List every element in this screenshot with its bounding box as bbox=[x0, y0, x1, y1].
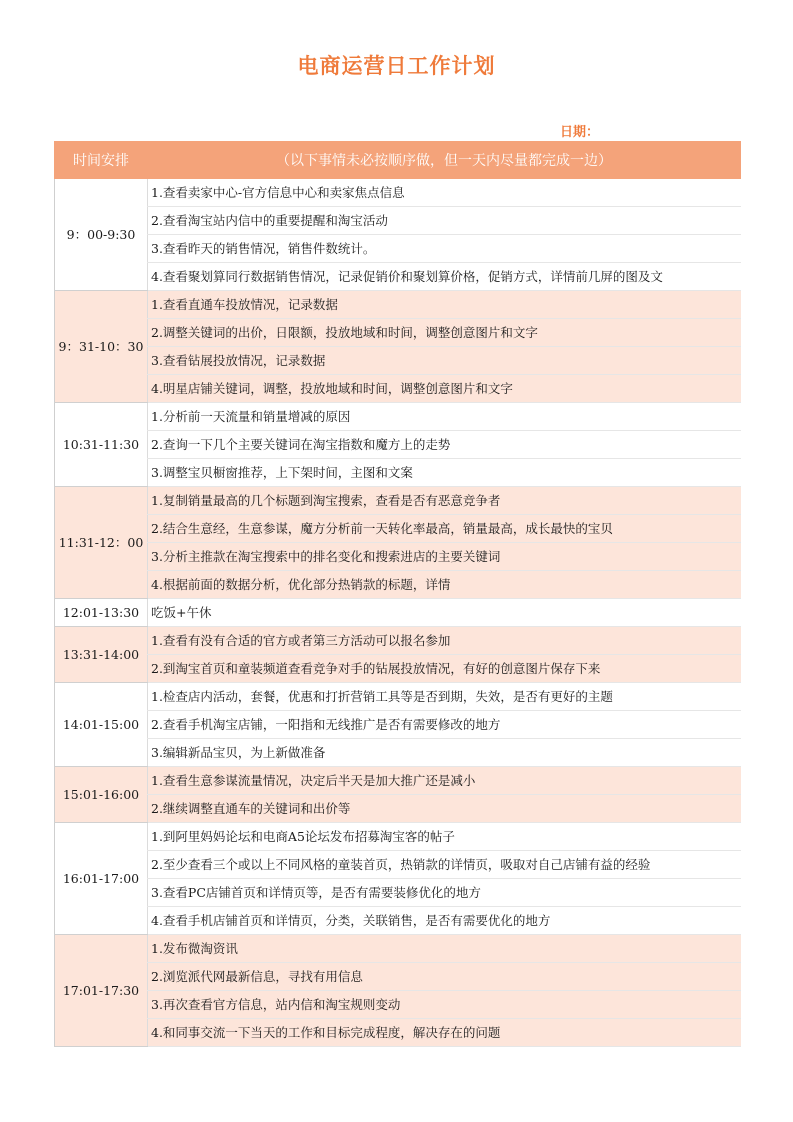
schedule-table bbox=[54, 141, 741, 1047]
table-row bbox=[55, 767, 741, 795]
task-item: 1.查看有没有合适的官方或者第三方活动可以报名参加 bbox=[148, 627, 741, 655]
table-row bbox=[55, 515, 741, 543]
task-item: 2.浏览派代网最新信息，寻找有用信息 bbox=[148, 963, 741, 991]
task-item: 1.发布微淘资讯 bbox=[148, 935, 741, 963]
table-row bbox=[55, 207, 741, 235]
time-slot: 9：00-9:30 bbox=[55, 179, 148, 291]
table-row bbox=[55, 403, 741, 431]
task-item: 2.调整关键词的出价，日限额，投放地域和时间，调整创意图片和文字 bbox=[148, 319, 741, 347]
table-row bbox=[55, 823, 741, 851]
time-slot: 13:31-14:00 bbox=[55, 627, 148, 683]
table-row bbox=[55, 235, 741, 263]
task-item: 4.查看手机店铺首页和详情页，分类，关联销售，是否有需要优化的地方 bbox=[148, 907, 741, 935]
table-row bbox=[55, 991, 741, 1019]
time-slot: 9：31-10：30 bbox=[55, 291, 148, 403]
time-column-header: 时间安排 bbox=[55, 142, 148, 179]
table-row bbox=[55, 851, 741, 879]
task-item: 1.分析前一天流量和销量增减的原因 bbox=[148, 403, 741, 431]
table-row bbox=[55, 739, 741, 767]
time-slot: 10:31-11:30 bbox=[55, 403, 148, 487]
task-item: 3.再次查看官方信息，站内信和淘宝规则变动 bbox=[148, 991, 741, 1019]
table-row bbox=[55, 795, 741, 823]
header-row bbox=[55, 142, 741, 179]
task-item: 2.查看淘宝站内信中的重要提醒和淘宝活动 bbox=[148, 207, 741, 235]
table-row bbox=[55, 907, 741, 935]
table-row bbox=[55, 571, 741, 599]
task-item: 吃饭+午休 bbox=[148, 599, 741, 627]
table-row bbox=[55, 319, 741, 347]
task-item: 4.明星店铺关键词，调整，投放地域和时间，调整创意图片和文字 bbox=[148, 375, 741, 403]
table-row bbox=[55, 459, 741, 487]
table-row bbox=[55, 599, 741, 627]
table-row bbox=[55, 291, 741, 319]
time-slot: 17:01-17:30 bbox=[55, 935, 148, 1047]
task-item: 2.查询一下几个主要关键词在淘宝指数和魔方上的走势 bbox=[148, 431, 741, 459]
table-row bbox=[55, 1019, 741, 1047]
table-row bbox=[55, 711, 741, 739]
task-item: 2.查看手机淘宝店铺，一阳指和无线推广是否有需要修改的地方 bbox=[148, 711, 741, 739]
task-item: 4.根据前面的数据分析，优化部分热销款的标题，详情 bbox=[148, 571, 741, 599]
table-row bbox=[55, 543, 741, 571]
task-item: 1.复制销量最高的几个标题到淘宝搜索，查看是否有恶意竞争者 bbox=[148, 487, 741, 515]
task-item: 2.继续调整直通车的关键词和出价等 bbox=[148, 795, 741, 823]
time-slot: 11:31-12：00 bbox=[55, 487, 148, 599]
table-row bbox=[55, 935, 741, 963]
task-item: 1.查看直通车投放情况，记录数据 bbox=[148, 291, 741, 319]
task-column-header: （以下事情未必按顺序做，但一天内尽量都完成一边） bbox=[148, 142, 741, 179]
task-item: 1.查看生意参谋流量情况，决定后半天是加大推广还是减小 bbox=[148, 767, 741, 795]
task-item: 2.结合生意经，生意参谋，魔方分析前一天转化率最高，销量最高，成长最快的宝贝 bbox=[148, 515, 741, 543]
task-item: 1.查看卖家中心-官方信息中心和卖家焦点信息 bbox=[148, 179, 741, 207]
table-row bbox=[55, 683, 741, 711]
task-item: 3.查看昨天的销售情况，销售件数统计。 bbox=[148, 235, 741, 263]
time-slot: 16:01-17:00 bbox=[55, 823, 148, 935]
page-title: 电商运营日工作计划 bbox=[297, 54, 496, 78]
table-row bbox=[55, 963, 741, 991]
table-row bbox=[55, 431, 741, 459]
table-row bbox=[55, 179, 741, 207]
task-item: 2.到淘宝首页和童装频道查看竞争对手的钻展投放情况，有好的创意图片保存下来 bbox=[148, 655, 741, 683]
date-label: 日期： bbox=[560, 125, 600, 140]
task-item: 3.分析主推款在淘宝搜索中的排名变化和搜索进店的主要关键词 bbox=[148, 543, 741, 571]
table-row bbox=[55, 487, 741, 515]
table-row bbox=[55, 879, 741, 907]
table-row bbox=[55, 655, 741, 683]
time-slot: 12:01-13:30 bbox=[55, 599, 148, 627]
task-item: 1.检查店内活动，套餐，优惠和打折营销工具等是否到期，失效，是否有更好的主题 bbox=[148, 683, 741, 711]
table-row bbox=[55, 347, 741, 375]
table-row bbox=[55, 375, 741, 403]
task-item: 4.和同事交流一下当天的工作和目标完成程度，解决存在的问题 bbox=[148, 1019, 741, 1047]
time-slot: 15:01-16:00 bbox=[55, 767, 148, 823]
task-item: 4.查看聚划算同行数据销售情况，记录促销价和聚划算价格，促销方式，详情前几屏的图及文 bbox=[148, 263, 741, 291]
task-item: 3.调整宝贝橱窗推荐，上下架时间，主图和文案 bbox=[148, 459, 741, 487]
task-item: 3.查看PC店铺首页和详情页等，是否有需要装修优化的地方 bbox=[148, 879, 741, 907]
time-slot: 14:01-15:00 bbox=[55, 683, 148, 767]
table-row bbox=[55, 263, 741, 291]
task-item: 3.查看钻展投放情况，记录数据 bbox=[148, 347, 741, 375]
task-item: 3.编辑新品宝贝，为上新做准备 bbox=[148, 739, 741, 767]
task-item: 1.到阿里妈妈论坛和电商A5论坛发布招募淘宝客的帖子 bbox=[148, 823, 741, 851]
table-row bbox=[55, 627, 741, 655]
task-item: 2.至少查看三个或以上不同风格的童装首页，热销款的详情页，吸取对自己店铺有益的经验 bbox=[148, 851, 741, 879]
